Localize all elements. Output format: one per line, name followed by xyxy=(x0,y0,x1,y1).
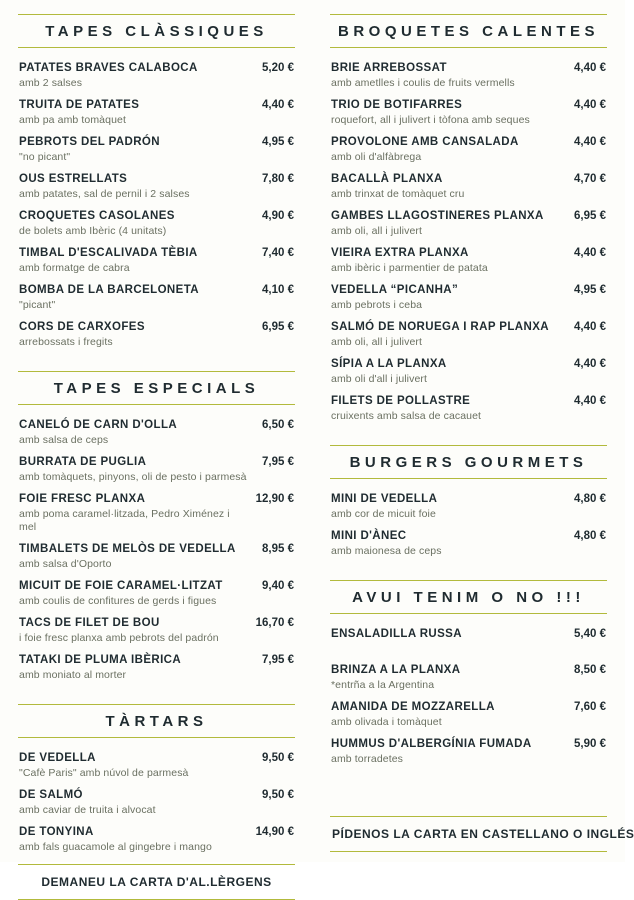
menu-item xyxy=(19,135,294,164)
menu-item xyxy=(331,283,606,312)
menu-section xyxy=(330,14,607,433)
item-price: 16,70 € xyxy=(255,617,294,629)
menu-item-main xyxy=(331,357,574,386)
menu-item xyxy=(331,627,606,655)
menu-section xyxy=(18,371,295,692)
item-name: FILETS DE POLLASTRE xyxy=(331,395,471,407)
item-description: amb torradetes xyxy=(331,753,404,765)
item-name: PATATES BRAVES CALABOCA xyxy=(19,62,198,74)
item-price: 4,90 € xyxy=(262,210,294,222)
item-name: PROVOLONE AMB CANSALADA xyxy=(331,136,519,148)
menu-item-main xyxy=(19,542,262,571)
item-price: 9,40 € xyxy=(262,580,294,592)
menu-item-main xyxy=(19,98,262,127)
item-name: TRUITA DE PATATES xyxy=(19,99,140,111)
menu-item-main xyxy=(19,320,262,349)
menu-item xyxy=(19,98,294,127)
item-name: VIEIRA EXTRA PLANXA xyxy=(331,247,469,259)
section-header xyxy=(18,14,295,48)
item-name: OUS ESTRELLATS xyxy=(19,173,128,185)
item-price: 14,90 € xyxy=(255,826,294,838)
item-name: AMANIDA DE MOZZARELLA xyxy=(331,701,495,713)
menu-item xyxy=(19,616,294,645)
item-description: amb salsa de ceps xyxy=(19,434,109,446)
menu-item-main xyxy=(19,209,262,238)
item-name: PEBROTS DEL PADRÓN xyxy=(19,136,160,148)
section-header xyxy=(18,371,295,405)
menu-item xyxy=(19,579,294,608)
menu-item xyxy=(19,283,294,312)
item-description: amb oli d'all i julivert xyxy=(331,373,428,385)
item-price: 5,40 € xyxy=(574,628,606,640)
item-description: amb moniato al morter xyxy=(19,669,127,681)
item-description: amb ametlles i coulis de fruits vermells xyxy=(331,77,515,89)
menu-item-main xyxy=(331,700,574,729)
menu-item xyxy=(19,418,294,447)
section-header xyxy=(330,445,607,479)
menu-items xyxy=(18,738,295,864)
item-price: 4,40 € xyxy=(574,321,606,333)
item-description: "picant" xyxy=(19,299,56,311)
menu-item-main xyxy=(331,283,574,312)
menu-items xyxy=(330,479,607,568)
item-name: DE SALMÓ xyxy=(19,789,83,801)
item-name: FOIE FRESC PLANXA xyxy=(19,493,146,505)
item-description: amb olivada i tomàquet xyxy=(331,716,442,728)
item-price: 6,50 € xyxy=(262,419,294,431)
item-description: arrebossats i fregits xyxy=(19,336,113,348)
section-title: TAPES ESPECIALS xyxy=(53,380,260,397)
item-price: 8,95 € xyxy=(262,543,294,555)
item-name: VEDELLA “PICANHA” xyxy=(331,284,459,296)
item-name: GAMBES LLAGOSTINERES PLANXA xyxy=(331,210,544,222)
item-price: 4,70 € xyxy=(574,173,606,185)
item-price: 4,40 € xyxy=(574,62,606,74)
menu-item xyxy=(331,135,606,164)
menu-item xyxy=(331,357,606,386)
item-price: 4,40 € xyxy=(574,395,606,407)
menu-items xyxy=(18,48,295,359)
item-name: DE TONYINA xyxy=(19,826,94,838)
item-price: 7,40 € xyxy=(262,247,294,259)
item-price: 4,40 € xyxy=(574,99,606,111)
menu-item xyxy=(331,98,606,127)
item-description: i foie fresc planxa amb pebrots del padrón xyxy=(19,632,219,644)
item-description: "no picant" xyxy=(19,151,71,163)
menu-column-left xyxy=(18,14,295,889)
section-title: TAPES CLÀSSIQUES xyxy=(45,23,268,40)
item-price: 4,10 € xyxy=(262,284,294,296)
menu-item xyxy=(19,542,294,571)
menu-item-main xyxy=(19,788,262,817)
item-name: TRIO DE BOTIFARRES xyxy=(331,99,463,111)
section-title: BROQUETES CALENTES xyxy=(337,23,599,40)
item-description: de bolets amb Ibèric (4 unitats) xyxy=(19,225,167,237)
menu-column-right xyxy=(330,14,634,852)
item-name: MINI DE VEDELLA xyxy=(331,493,438,505)
item-price: 5,90 € xyxy=(574,738,606,750)
item-description: amb fals guacamole al gingebre i mango xyxy=(19,841,212,853)
menu-item xyxy=(19,172,294,201)
menu-item xyxy=(19,751,294,780)
menu-item-main xyxy=(331,737,574,766)
section-header xyxy=(18,704,295,738)
item-name: HUMMUS D'ALBERGÍNIA FUMADA xyxy=(331,738,532,750)
item-price: 9,50 € xyxy=(262,789,294,801)
menu-section xyxy=(330,580,607,776)
item-name: TACS DE FILET DE BOU xyxy=(19,617,160,629)
item-price: 8,50 € xyxy=(574,664,606,676)
menu-item-main xyxy=(19,418,262,447)
menu-item-main xyxy=(19,61,262,90)
item-price: 6,95 € xyxy=(262,321,294,333)
item-price: 7,80 € xyxy=(262,173,294,185)
item-name: SALMÓ DE NORUEGA I RAP PLANXA xyxy=(331,321,549,333)
section-title: AVUI TENIM O NO !!! xyxy=(352,589,585,606)
menu-section xyxy=(18,14,295,359)
item-description: amb poma caramel·litzada, Pedro Ximénez i mel xyxy=(19,508,230,533)
item-name: BRINZA A LA PLANXA xyxy=(331,664,461,676)
item-name: SÍPIA A LA PLANXA xyxy=(331,358,447,370)
menu-items xyxy=(18,405,295,692)
item-description: *entrña a la Argentina xyxy=(331,679,435,691)
menu-item-main xyxy=(331,172,574,201)
menu-item xyxy=(331,246,606,275)
menu-item-main xyxy=(19,172,262,201)
item-name: BOMBA DE LA BARCELONETA xyxy=(19,284,199,296)
menu-item-main xyxy=(331,320,574,349)
item-description: amb pebrots i ceba xyxy=(331,299,423,311)
item-description: amb salsa d'Oporto xyxy=(19,558,112,570)
item-name: CANELÓ DE CARN D'OLLA xyxy=(19,419,178,431)
menu-item xyxy=(19,455,294,484)
item-price: 7,95 € xyxy=(262,654,294,666)
menu-item xyxy=(19,492,294,534)
item-description: amb maionesa de ceps xyxy=(331,545,442,557)
item-price: 9,50 € xyxy=(262,752,294,764)
menu-item xyxy=(331,320,606,349)
item-price: 4,40 € xyxy=(574,136,606,148)
item-description: roquefort, all i julivert i tòfona amb seques xyxy=(331,114,530,126)
item-price: 4,95 € xyxy=(574,284,606,296)
item-description: amb ibèric i parmentier de patata xyxy=(331,262,488,274)
menu-section xyxy=(18,704,295,864)
menu-item xyxy=(331,529,606,558)
section-header xyxy=(330,14,607,48)
item-name: BACALLÀ PLANXA xyxy=(331,173,443,185)
menu-items xyxy=(330,614,607,776)
item-name: TATAKI DE PLUMA IBÈRICA xyxy=(19,654,182,666)
menu-item xyxy=(331,172,606,201)
footer-note-right: PÍDENOS LA CARTA EN CASTELLANO O INGLÉS xyxy=(330,816,607,852)
menu-section xyxy=(330,445,607,568)
item-description: amb 2 salses xyxy=(19,77,83,89)
menu-item xyxy=(331,700,606,729)
menu-item-main xyxy=(19,283,262,312)
item-name: TIMBAL D'ESCALIVADA TÈBIA xyxy=(19,247,198,259)
menu-item xyxy=(19,788,294,817)
item-price: 4,80 € xyxy=(574,530,606,542)
item-name: CORS DE CARXOFES xyxy=(19,321,145,333)
menu-item-main xyxy=(331,135,574,164)
menu-item-main xyxy=(331,627,574,643)
item-price: 7,60 € xyxy=(574,701,606,713)
menu-item-main xyxy=(19,246,262,275)
menu-item-main xyxy=(331,98,574,127)
item-description: amb formatge de cabra xyxy=(19,262,130,274)
item-name: ENSALADILLA RUSSA xyxy=(331,628,462,640)
footer-note-left: DEMANEU LA CARTA D'AL.LÈRGENS xyxy=(18,864,295,900)
menu-item-main xyxy=(19,825,256,854)
item-description: amb tomàquets, pinyons, oli de pesto i parmesà xyxy=(19,471,247,483)
item-price: 5,20 € xyxy=(262,62,294,74)
item-description: cruixents amb salsa de cacauet xyxy=(331,410,482,422)
menu-item xyxy=(331,394,606,423)
item-name: BRIE ARREBOSSAT xyxy=(331,62,447,74)
menu-item-main xyxy=(19,455,262,484)
item-description: amb cor de micuit foie xyxy=(331,508,436,520)
menu-item-main xyxy=(19,492,256,534)
menu-item-main xyxy=(331,209,574,238)
item-price: 4,40 € xyxy=(262,99,294,111)
menu-item-main xyxy=(19,135,262,164)
menu-item xyxy=(19,653,294,682)
section-header xyxy=(330,580,607,614)
item-name: CROQUETES CASOLANES xyxy=(19,210,175,222)
menu-item-main xyxy=(19,616,256,645)
section-title: BURGERS GOURMETS xyxy=(349,454,588,471)
item-name: TIMBALETS DE MELÒS DE VEDELLA xyxy=(19,543,236,555)
menu-item xyxy=(331,61,606,90)
item-description: amb coulis de confitures de gerds i figues xyxy=(19,595,217,607)
item-price: 4,40 € xyxy=(574,247,606,259)
item-description: amb oli, all i julivert xyxy=(331,336,422,348)
item-price: 4,95 € xyxy=(262,136,294,148)
item-name: MICUIT DE FOIE CARAMEL·LITZAT xyxy=(19,580,223,592)
item-price: 6,95 € xyxy=(574,210,606,222)
menu-item xyxy=(19,61,294,90)
item-name: DE VEDELLA xyxy=(19,752,96,764)
menu-item xyxy=(19,209,294,238)
item-description: amb patates, sal de pernil i 2 salses xyxy=(19,188,190,200)
menu-items xyxy=(330,48,607,433)
item-price: 4,80 € xyxy=(574,493,606,505)
item-price: 4,40 € xyxy=(574,358,606,370)
item-description: "Cafè Paris" amb núvol de parmesà xyxy=(19,767,189,779)
menu-item-main xyxy=(19,653,262,682)
item-price: 12,90 € xyxy=(255,493,294,505)
item-description: amb caviar de truita i alvocat xyxy=(19,804,156,816)
item-name: MINI D'ÀNEC xyxy=(331,530,407,542)
menu-item-main xyxy=(19,751,262,780)
item-description: amb oli, all i julivert xyxy=(331,225,422,237)
item-name: BURRATA DE PUGLIA xyxy=(19,456,147,468)
menu-item-main xyxy=(331,663,574,692)
menu-item xyxy=(331,209,606,238)
menu-item-main xyxy=(331,492,574,521)
menu-item xyxy=(19,825,294,854)
menu-item xyxy=(331,492,606,521)
item-description: amb trinxat de tomàquet cru xyxy=(331,188,465,200)
menu-item xyxy=(19,320,294,349)
section-title: TÀRTARS xyxy=(105,713,208,730)
item-price: 7,95 € xyxy=(262,456,294,468)
menu-item xyxy=(331,663,606,692)
menu-item-main xyxy=(331,246,574,275)
item-description: amb pa amb tomàquet xyxy=(19,114,126,126)
menu-item xyxy=(331,737,606,766)
menu-item-main xyxy=(331,529,574,558)
menu-item-main xyxy=(331,61,574,90)
item-description: amb oli d'alfàbrega xyxy=(331,151,422,163)
menu-item-main xyxy=(19,579,262,608)
menu-item xyxy=(19,246,294,275)
menu-item-main xyxy=(331,394,574,423)
